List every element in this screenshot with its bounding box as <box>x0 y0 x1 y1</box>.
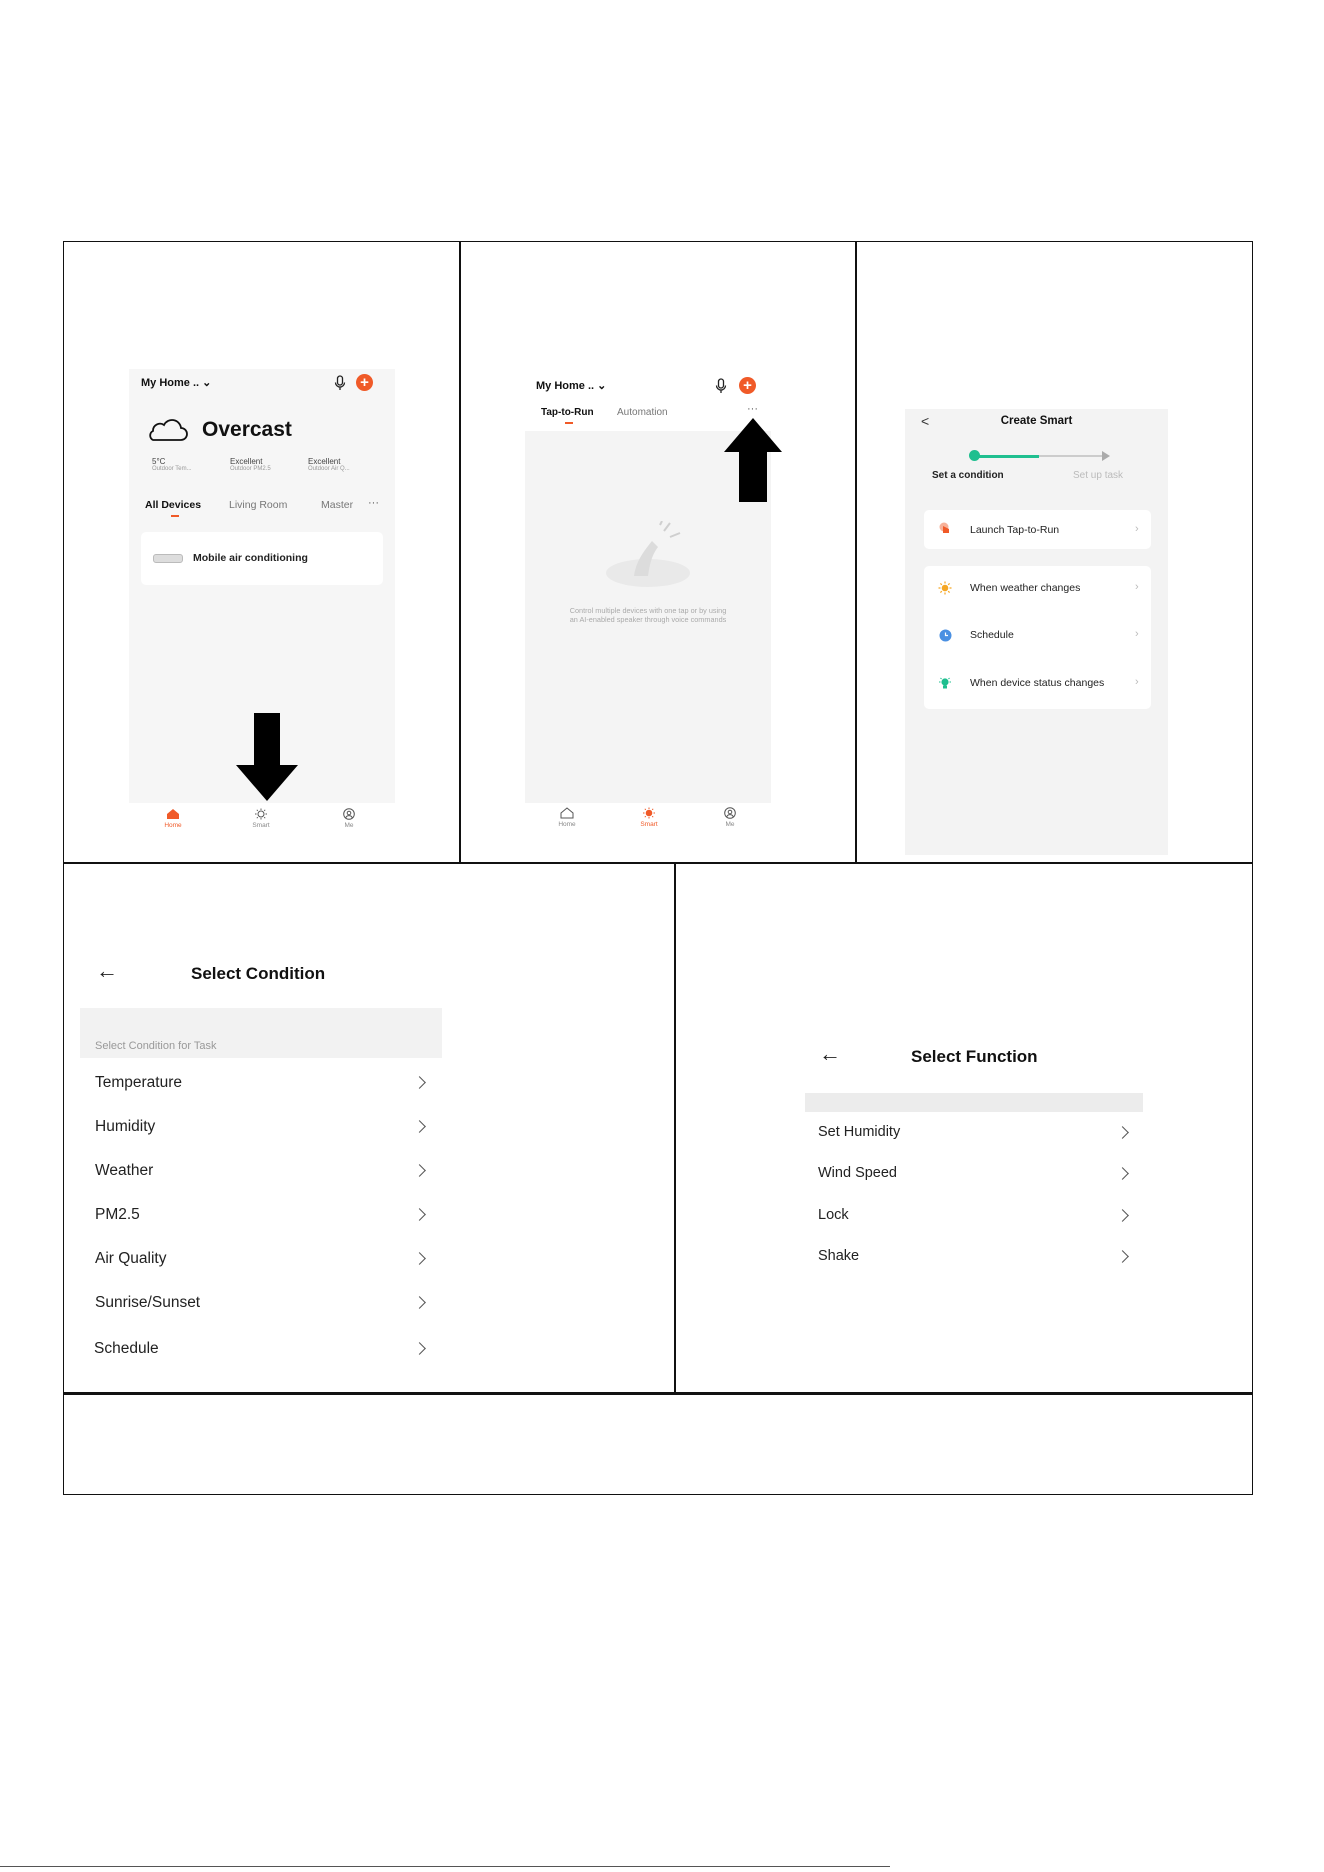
stat-pm25: Excellent Outdoor PM2.5 <box>230 457 271 472</box>
empty-state-text: Control multiple devices with one tap or by using an AI-enabled speaker through voice commands <box>569 606 727 624</box>
cloud-icon <box>145 419 189 443</box>
chevron-right-icon: › <box>1135 523 1139 535</box>
chevron-right-icon: › <box>1135 676 1139 688</box>
home-title[interactable]: My Home .. ⌄ <box>536 380 607 392</box>
tab-all-devices[interactable]: All Devices <box>145 499 202 511</box>
step-set-condition: Set a condition <box>932 470 1004 481</box>
page-title: Select Function <box>911 1047 1038 1066</box>
home-icon <box>560 807 574 819</box>
divider <box>855 241 857 862</box>
air-conditioner-icon <box>153 554 183 563</box>
sun-icon <box>642 807 656 819</box>
condition-label: Weather <box>95 1162 154 1179</box>
home-icon <box>166 808 180 820</box>
sun-icon <box>938 581 952 595</box>
condition-label: Sunrise/Sunset <box>95 1294 201 1311</box>
page-title: Select Condition <box>191 964 326 983</box>
back-arrow-icon[interactable]: ← <box>96 958 118 983</box>
screen-create-smart <box>905 409 1168 855</box>
nav-home[interactable]: Home <box>153 808 193 829</box>
progress-arrow-head <box>1102 451 1110 461</box>
schedule-label: Schedule <box>970 629 1014 641</box>
bottom-nav <box>129 803 395 837</box>
add-button[interactable]: + <box>356 374 373 391</box>
nav-smart[interactable]: Smart <box>241 808 281 829</box>
condition-label: Temperature <box>95 1074 183 1091</box>
condition-label: PM2.5 <box>95 1206 140 1223</box>
profile-icon <box>342 808 356 820</box>
divider <box>459 241 461 862</box>
when-weather-changes-label: When weather changes <box>970 582 1081 594</box>
divider <box>63 1392 1253 1395</box>
device-card[interactable] <box>141 532 383 585</box>
active-tab-indicator <box>171 515 179 517</box>
back-arrow-icon[interactable]: ← <box>819 1041 841 1066</box>
page-title: Create Smart <box>1000 415 1073 427</box>
function-label: Shake <box>818 1248 860 1264</box>
nav-home[interactable]: Home <box>547 807 587 828</box>
launch-tap-to-run-card[interactable] <box>924 510 1151 549</box>
section-header <box>80 1008 442 1058</box>
microphone-icon[interactable] <box>333 375 347 391</box>
tap-illustration <box>600 521 696 591</box>
conditions-card <box>924 566 1151 709</box>
tab-living-room[interactable]: Living Room <box>229 499 288 511</box>
weather-label: Overcast <box>202 418 292 441</box>
nav-me[interactable]: Me <box>710 807 750 828</box>
progress-fill <box>975 455 1039 458</box>
function-label: Set Humidity <box>818 1124 901 1140</box>
function-label: Lock <box>818 1207 849 1223</box>
nav-smart[interactable]: Smart <box>629 807 669 828</box>
launch-tap-to-run-label: Launch Tap-to-Run <box>970 524 1060 536</box>
bottom-nav <box>525 803 771 837</box>
device-icon <box>938 676 952 690</box>
footer-rule <box>0 1866 890 1867</box>
stat-air-quality: Excellent Outdoor Air Q... <box>308 457 350 472</box>
divider <box>63 862 1253 864</box>
sun-icon <box>254 808 268 820</box>
nav-me[interactable]: Me <box>329 808 369 829</box>
tab-automation[interactable]: Automation <box>617 407 668 418</box>
step-set-up-task: Set up task <box>1073 470 1124 481</box>
more-tabs-icon[interactable]: ··· <box>368 497 379 509</box>
condition-label: Schedule <box>94 1340 159 1357</box>
chevron-right-icon: › <box>1135 628 1139 640</box>
add-button[interactable]: + <box>739 377 756 394</box>
tab-tap-to-run[interactable]: Tap-to-Run <box>541 407 594 418</box>
function-label: Wind Speed <box>818 1165 897 1181</box>
clock-icon <box>939 629 952 642</box>
device-name: Mobile air conditioning <box>193 552 308 564</box>
condition-label: Air Quality <box>95 1250 167 1267</box>
when-device-status-changes-label: When device status changes <box>970 677 1105 689</box>
home-title[interactable]: My Home .. ⌄ <box>141 377 212 389</box>
down-arrow-pointer <box>236 713 298 801</box>
hand-tap-icon <box>938 522 952 537</box>
tab-master[interactable]: Master <box>321 499 354 511</box>
condition-label: Humidity <box>95 1118 156 1135</box>
active-tab-indicator <box>565 422 573 424</box>
more-options-icon[interactable]: ··· <box>747 403 758 415</box>
divider <box>674 862 676 1393</box>
profile-icon <box>723 807 737 819</box>
up-arrow-pointer <box>724 418 782 502</box>
microphone-icon[interactable] <box>714 378 728 394</box>
back-button[interactable]: < <box>921 413 930 429</box>
section-header <box>805 1093 1143 1112</box>
chevron-right-icon: › <box>1135 581 1139 593</box>
progress-dot <box>969 450 980 461</box>
stat-temperature: 5°C Outdoor Tem... <box>152 457 192 472</box>
section-header-label: Select Condition for Task <box>95 1040 217 1052</box>
